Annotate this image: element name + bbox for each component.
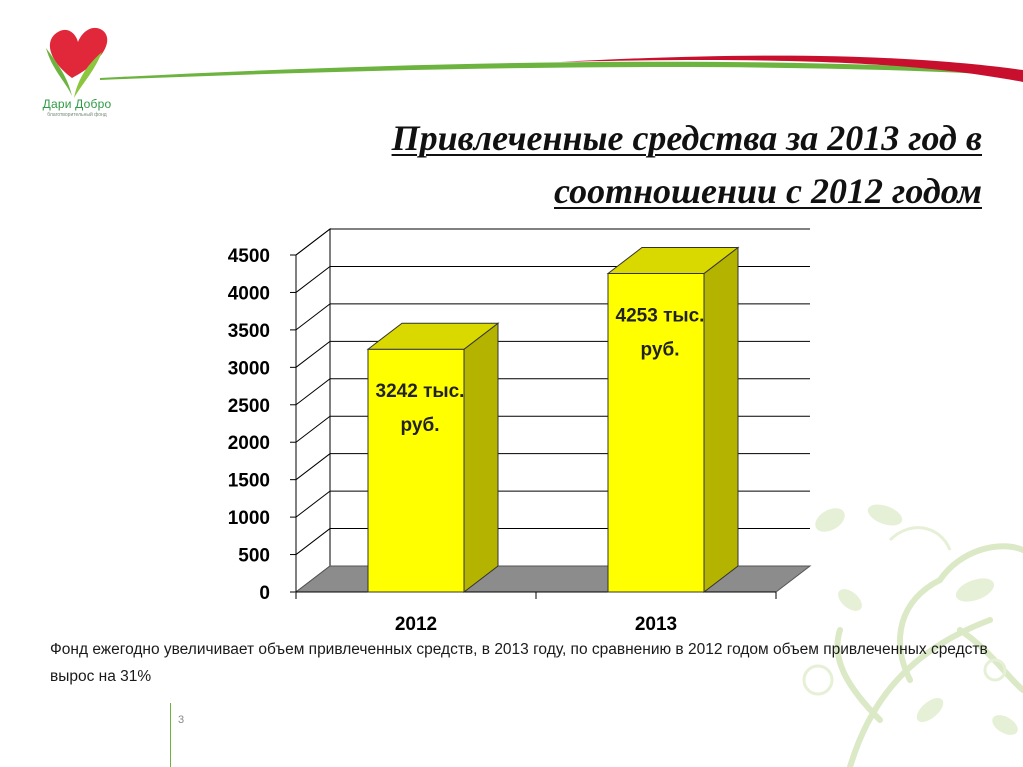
y-tick-label: 3500 bbox=[227, 320, 270, 342]
logo-subtitle: благотворительный фонд bbox=[47, 112, 107, 118]
bar-side bbox=[704, 247, 738, 592]
bar-data-label: руб. bbox=[400, 415, 440, 437]
bar-data-label: руб. bbox=[640, 339, 680, 361]
title-line-2: соотношении с 2012 годом bbox=[553, 171, 982, 211]
x-tick-label: 2013 bbox=[634, 614, 678, 635]
slide-number: 3 bbox=[178, 714, 185, 726]
chart-side-wall bbox=[296, 229, 330, 592]
logo-name: Дари Добро bbox=[42, 97, 112, 111]
y-tick-label: 0 bbox=[259, 583, 270, 604]
title-line-1: Привлеченные средства за 2013 год в bbox=[391, 118, 982, 158]
bar-data-label: 3242 тыс. bbox=[375, 381, 465, 403]
caption-text: Фонд ежегодно увеличивает объем привлеченных средств, в 2013 году, по сравнению в 2012 годом объем привлеченных средств вырос на 31% bbox=[50, 641, 988, 685]
y-tick-label: 500 bbox=[238, 545, 270, 567]
bar-side bbox=[464, 323, 498, 592]
y-tick-label: 1500 bbox=[227, 470, 270, 492]
y-tick-label: 4500 bbox=[227, 246, 270, 267]
y-tick-label: 2000 bbox=[227, 433, 270, 455]
slide-number-divider bbox=[170, 703, 171, 767]
y-tick-label: 2500 bbox=[227, 395, 270, 417]
y-tick-label: 3000 bbox=[227, 358, 270, 380]
bar-data-label: 4253 тыс. bbox=[615, 305, 705, 327]
y-tick-label: 1000 bbox=[227, 508, 270, 530]
x-tick-label: 2012 bbox=[394, 614, 438, 635]
y-tick-label: 4000 bbox=[227, 283, 270, 305]
